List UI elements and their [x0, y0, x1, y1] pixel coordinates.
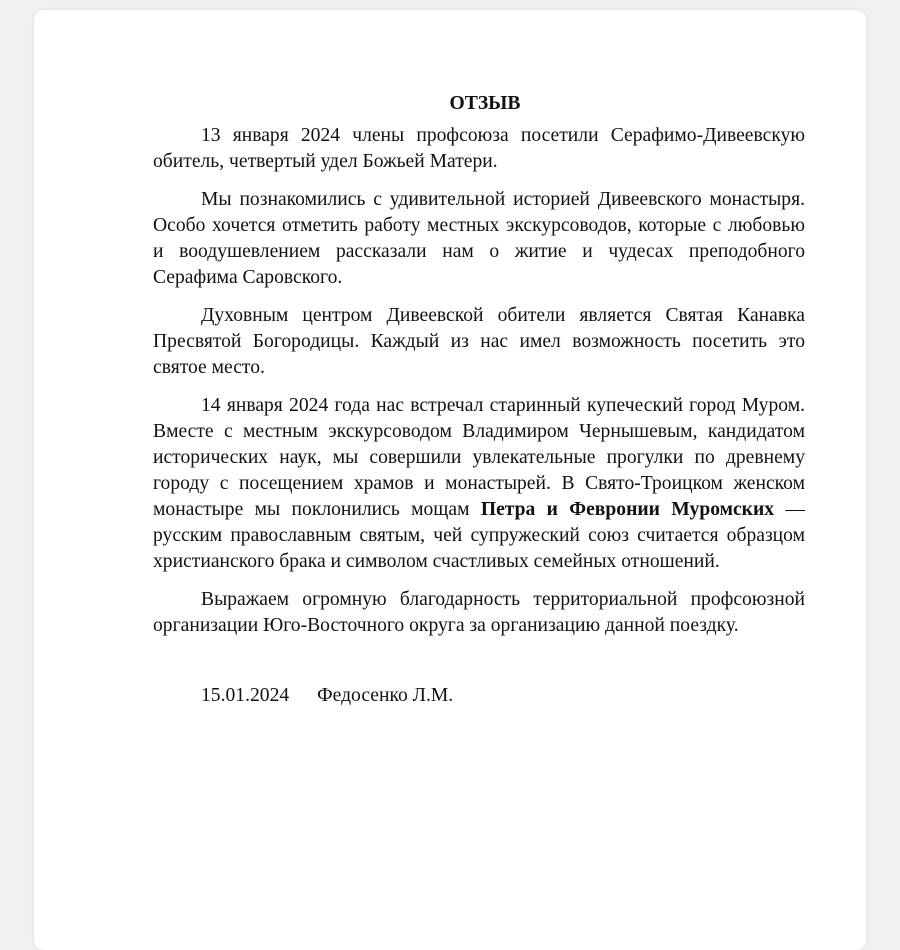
signature-line: [153, 683, 805, 709]
paragraph-2: Мы познакомились с удивительной историей Дивеевского монастыря. Особо хочется отметить работу местных экскурсоводов, которые с любовью и воодушевлением рассказали нам о житие и чудесах преподобного Серафима Саровского.: [153, 189, 805, 288]
paragraph-4-text-start: 14 января 2024 года нас встречал старинный купеческий город Муром. Вместе с местным экскурсоводом Владимиром Чернышевым, кандидатом исторических наук, мы совершили увлекательные прогулки по древнему городу с посещением храмов и монастырей. В Свято-Троицком женском монастыре мы поклонились мощам: [153, 395, 805, 520]
document-title: ОТЗЫВ: [449, 93, 521, 114]
paragraph-5: Выражаем огромную благодарность территориальной профсоюзной организации Юго-Восточного округа за организацию данной поездку.: [153, 589, 805, 636]
signature-date: 15.01.2024: [201, 685, 290, 706]
document-body: [153, 91, 805, 709]
paragraph-4-text-end: — русским православным святым, чей супружеский союз считается образцом христианского брака и символом счастливых семейных отношений.: [153, 499, 805, 572]
signature-name: Федосенко Л.М.: [317, 685, 454, 706]
paragraph-3: Духовным центром Дивеевской обители является Святая Канавка Пресвятой Богородицы. Каждый из нас имел возможность посетить это святое место.: [153, 305, 805, 378]
paragraph-1: 13 января 2024 члены профсоюза посетили Серафимо-Дивеевскую обитель, четвертый удел Божьей Матери.: [153, 125, 805, 172]
saints-names: Петра и Февронии Муромских: [480, 499, 775, 520]
document-page: [34, 10, 866, 950]
paragraph-4: [153, 393, 805, 575]
